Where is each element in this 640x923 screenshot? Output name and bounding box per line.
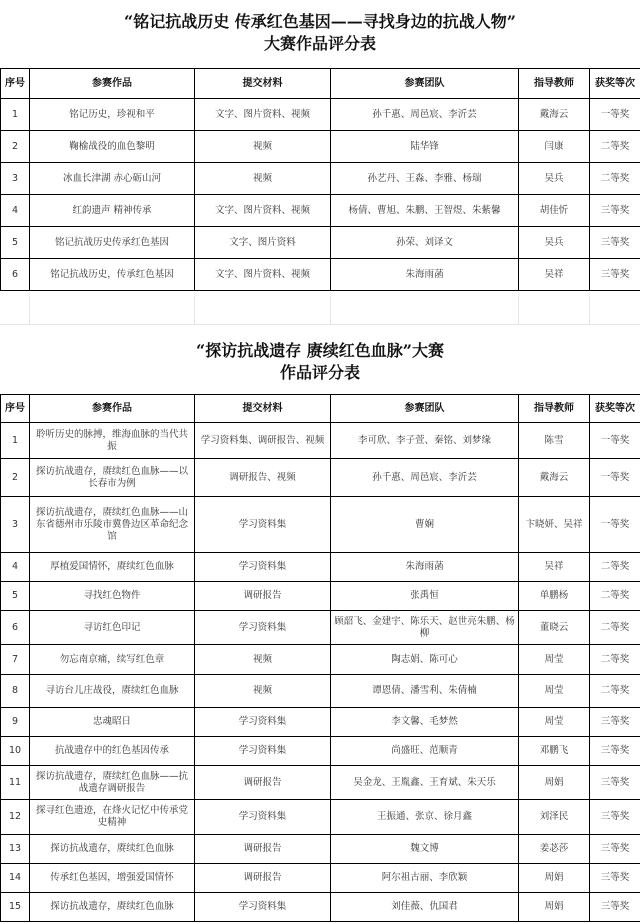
- table-row: [1, 835, 640, 864]
- col-entry-cell: 探访抗战遗存，赓续红色血脉: [30, 893, 195, 922]
- header-col-entry: 参赛作品: [30, 69, 195, 99]
- col-advisor-cell: 卞晓妍、吴祥: [519, 497, 590, 553]
- header-col-team: 参赛团队: [331, 69, 519, 99]
- col-award-cell: 一等奖: [590, 459, 640, 497]
- col-team-cell: 陶志娟、陈可心: [331, 645, 519, 675]
- col-entry-cell: 铭记抗战历史传承红色基因: [30, 227, 195, 259]
- table1-body: [1, 99, 640, 291]
- col-award-cell: 二等奖: [590, 131, 640, 163]
- col-index-cell: 11: [1, 766, 30, 800]
- col-index-cell: 6: [1, 611, 30, 645]
- table-row: [1, 131, 640, 163]
- header-col-award: 获奖等次: [590, 395, 640, 423]
- col-entry-cell: 寻访台儿庄战役，赓续红色血脉: [30, 675, 195, 708]
- col-materials-cell: 学习资料集: [195, 553, 331, 582]
- col-index-cell: 2: [1, 131, 30, 163]
- col-team-cell: 孙千惠、周邑宸、李沂芸: [331, 459, 519, 497]
- col-index-cell: 4: [1, 553, 30, 582]
- col-team-cell: 阿尔祖古丽、李欣颖: [331, 864, 519, 893]
- col-award-cell: 三等奖: [590, 227, 640, 259]
- col-entry-cell: 勿忘南京痛，续写红色章: [30, 645, 195, 675]
- col-team-cell: 曹娴: [331, 497, 519, 553]
- col-team-cell: 顾韶飞、金建宇、陈乐天、赵世亮朱鹏、杨柳: [331, 611, 519, 645]
- col-team-cell: 孙荣、刘译文: [331, 227, 519, 259]
- col-entry-cell: 鞠榆战役的血色黎明: [30, 131, 195, 163]
- col-index-cell: 5: [1, 582, 30, 611]
- col-award-cell: 三等奖: [590, 737, 640, 766]
- table2-body: [1, 423, 640, 922]
- col-index-cell: 12: [1, 800, 30, 835]
- col-entry-cell: 探寻红色遗迹，在烽火记忆中传承党史精神: [30, 800, 195, 835]
- col-award-cell: 二等奖: [590, 163, 640, 195]
- col-materials-cell: 调研报告、视频: [195, 459, 331, 497]
- col-team-cell: 王振通、张京、徐月鑫: [331, 800, 519, 835]
- table-row: [1, 553, 640, 582]
- col-index-cell: 10: [1, 737, 30, 766]
- table-header-row: [1, 395, 640, 423]
- award-table-1: [0, 68, 640, 291]
- col-team-cell: 朱海雨菡: [331, 259, 519, 291]
- col-entry-cell: 寻访红色印记: [30, 611, 195, 645]
- table1-title-line1: “铭记抗战历史 传承红色基因——寻找身边的抗战人物”: [124, 12, 516, 31]
- col-index-cell: 5: [1, 227, 30, 259]
- col-team-cell: 吴金龙、王胤鑫、王育斌、朱天乐: [331, 766, 519, 800]
- col-advisor-cell: 周莹: [519, 675, 590, 708]
- col-advisor-cell: 闫康: [519, 131, 590, 163]
- col-entry-cell: 探访抗战遗存，赓续红色血脉——山东省德州市乐陵市冀鲁边区革命纪念馆: [30, 497, 195, 553]
- col-index-cell: 13: [1, 835, 30, 864]
- table-row: [1, 227, 640, 259]
- header-col-award: 获奖等次: [590, 69, 640, 99]
- col-entry-cell: 冰血长津湖 赤心砺山河: [30, 163, 195, 195]
- col-advisor-cell: 周娟: [519, 864, 590, 893]
- col-team-cell: 李文馨、毛梦然: [331, 708, 519, 737]
- col-materials-cell: 视频: [195, 645, 331, 675]
- col-materials-cell: 视频: [195, 675, 331, 708]
- table1-title-line2: 大赛作品评分表: [263, 34, 376, 53]
- header-col-advisor: 指导教师: [519, 69, 590, 99]
- col-team-cell: 朱海雨菡: [331, 553, 519, 582]
- col-team-cell: 杨倩、曹旭、朱鹏、王智煜、朱紫馨: [331, 195, 519, 227]
- header-col-team: 参赛团队: [331, 395, 519, 423]
- col-advisor-cell: 戴海云: [519, 99, 590, 131]
- col-team-cell: 孙千惠、周邑宸、李沂芸: [331, 99, 519, 131]
- col-index-cell: 7: [1, 645, 30, 675]
- col-team-cell: 陆华锋: [331, 131, 519, 163]
- col-team-cell: 谭恩倩、潘雪利、朱倩楠: [331, 675, 519, 708]
- table-row: [1, 582, 640, 611]
- table-row: [1, 645, 640, 675]
- col-index-cell: 2: [1, 459, 30, 497]
- table-row: [1, 800, 640, 835]
- col-advisor-cell: 陈雪: [519, 423, 590, 459]
- col-advisor-cell: 邓鹏飞: [519, 737, 590, 766]
- col-advisor-cell: 吴祥: [519, 553, 590, 582]
- table-row: [1, 864, 640, 893]
- table-row: [1, 195, 640, 227]
- table-row: [1, 497, 640, 553]
- col-advisor-cell: 周娟: [519, 893, 590, 922]
- table-row: [1, 423, 640, 459]
- table-row: [1, 459, 640, 497]
- col-team-cell: 李可欣、李子萱、秦铭、刘梦缘: [331, 423, 519, 459]
- header-col-materials: 提交材料: [195, 69, 331, 99]
- table-row: [1, 99, 640, 131]
- award-table-2: [0, 394, 640, 922]
- col-index-cell: 9: [1, 708, 30, 737]
- header-col-advisor: 指导教师: [519, 395, 590, 423]
- table-row: [1, 708, 640, 737]
- col-advisor-cell: 戴海云: [519, 459, 590, 497]
- col-award-cell: 三等奖: [590, 864, 640, 893]
- col-materials-cell: 调研报告: [195, 582, 331, 611]
- col-entry-cell: 探访抗战遗存，赓续红色血脉——抗战遗存调研报告: [30, 766, 195, 800]
- table-row: [1, 163, 640, 195]
- col-advisor-cell: 吴兵: [519, 227, 590, 259]
- col-entry-cell: 探访抗战遗存，赓续红色血脉: [30, 835, 195, 864]
- col-entry-cell: 传承红色基因，增强爱国情怀: [30, 864, 195, 893]
- col-materials-cell: 学习资料集: [195, 737, 331, 766]
- col-entry-cell: 寻找红色物件: [30, 582, 195, 611]
- col-materials-cell: 文字、图片资料、视频: [195, 99, 331, 131]
- col-team-cell: 张禹恒: [331, 582, 519, 611]
- col-advisor-cell: 周莹: [519, 708, 590, 737]
- table2-title-line2: 作品评分表: [279, 363, 360, 382]
- col-materials-cell: 文字、图片资料、视频: [195, 259, 331, 291]
- header-col-index: 序号: [1, 395, 30, 423]
- table-row: [1, 893, 640, 922]
- header-col-entry: 参赛作品: [30, 395, 195, 423]
- col-advisor-cell: 董晓云: [519, 611, 590, 645]
- table-row: [1, 611, 640, 645]
- col-advisor-cell: 吴兵: [519, 163, 590, 195]
- table2-title: [0, 340, 640, 384]
- col-index-cell: 6: [1, 259, 30, 291]
- col-award-cell: 一等奖: [590, 423, 640, 459]
- col-materials-cell: 文字、图片资料、视频: [195, 195, 331, 227]
- col-award-cell: 二等奖: [590, 582, 640, 611]
- col-materials-cell: 调研报告: [195, 864, 331, 893]
- table-separator: [0, 296, 640, 325]
- col-entry-cell: 忠魂昭日: [30, 708, 195, 737]
- col-materials-cell: 学习资料集: [195, 708, 331, 737]
- col-index-cell: 4: [1, 195, 30, 227]
- col-advisor-cell: 周莹: [519, 645, 590, 675]
- col-index-cell: 3: [1, 163, 30, 195]
- col-award-cell: 二等奖: [590, 645, 640, 675]
- table-row: [1, 259, 640, 291]
- col-index-cell: 8: [1, 675, 30, 708]
- table-row: [1, 675, 640, 708]
- col-index-cell: 1: [1, 99, 30, 131]
- col-award-cell: 三等奖: [590, 708, 640, 737]
- col-award-cell: 二等奖: [590, 611, 640, 645]
- col-team-cell: 刘佳薇、仇国君: [331, 893, 519, 922]
- col-advisor-cell: 胡佳忻: [519, 195, 590, 227]
- header-col-materials: 提交材料: [195, 395, 331, 423]
- col-advisor-cell: 周娟: [519, 766, 590, 800]
- col-entry-cell: 厚植爱国情怀，赓续红色血脉: [30, 553, 195, 582]
- col-team-cell: 孙艺丹、王淼、李雅、杨瑞: [331, 163, 519, 195]
- col-index-cell: 14: [1, 864, 30, 893]
- table-header-row: [1, 69, 640, 99]
- col-award-cell: 三等奖: [590, 259, 640, 291]
- col-index-cell: 1: [1, 423, 30, 459]
- col-materials-cell: 学习资料集: [195, 893, 331, 922]
- col-advisor-cell: 单鹏杨: [519, 582, 590, 611]
- col-award-cell: 二等奖: [590, 675, 640, 708]
- col-materials-cell: 调研报告: [195, 835, 331, 864]
- col-entry-cell: 红韵遗声 精神传承: [30, 195, 195, 227]
- col-materials-cell: 学习资料集: [195, 611, 331, 645]
- col-materials-cell: 学习资料集、调研报告、视频: [195, 423, 331, 459]
- col-entry-cell: 抗战遗存中的红色基因传承: [30, 737, 195, 766]
- col-team-cell: 尚盛旺、范顺青: [331, 737, 519, 766]
- col-materials-cell: 视频: [195, 131, 331, 163]
- col-award-cell: 三等奖: [590, 835, 640, 864]
- col-entry-cell: 铭记抗战历史，传承红色基因: [30, 259, 195, 291]
- col-award-cell: 二等奖: [590, 553, 640, 582]
- col-entry-cell: 聆听历史的脉搏，维海血脉的当代共振: [30, 423, 195, 459]
- col-award-cell: 三等奖: [590, 800, 640, 835]
- col-advisor-cell: 刘泽民: [519, 800, 590, 835]
- col-award-cell: 三等奖: [590, 893, 640, 922]
- col-award-cell: 一等奖: [590, 497, 640, 553]
- col-entry-cell: 探访抗战遗存，赓续红色血脉——以长春市为例: [30, 459, 195, 497]
- col-materials-cell: 学习资料集: [195, 497, 331, 553]
- col-materials-cell: 调研报告: [195, 766, 331, 800]
- col-index-cell: 3: [1, 497, 30, 553]
- col-advisor-cell: 姜苾莎: [519, 835, 590, 864]
- col-award-cell: 三等奖: [590, 195, 640, 227]
- col-entry-cell: 铭记历史，珍视和平: [30, 99, 195, 131]
- table-row: [1, 737, 640, 766]
- table-row: [1, 766, 640, 800]
- col-award-cell: 一等奖: [590, 99, 640, 131]
- col-award-cell: 三等奖: [590, 766, 640, 800]
- col-materials-cell: 学习资料集: [195, 800, 331, 835]
- header-col-index: 序号: [1, 69, 30, 99]
- col-materials-cell: 视频: [195, 163, 331, 195]
- col-advisor-cell: 吴祥: [519, 259, 590, 291]
- col-index-cell: 15: [1, 893, 30, 922]
- col-team-cell: 魏文博: [331, 835, 519, 864]
- col-materials-cell: 文字、图片资料: [195, 227, 331, 259]
- table2-title-line1: “探访抗战遗存 赓续红色血脉”大赛: [196, 341, 444, 360]
- table1-title: [0, 11, 640, 55]
